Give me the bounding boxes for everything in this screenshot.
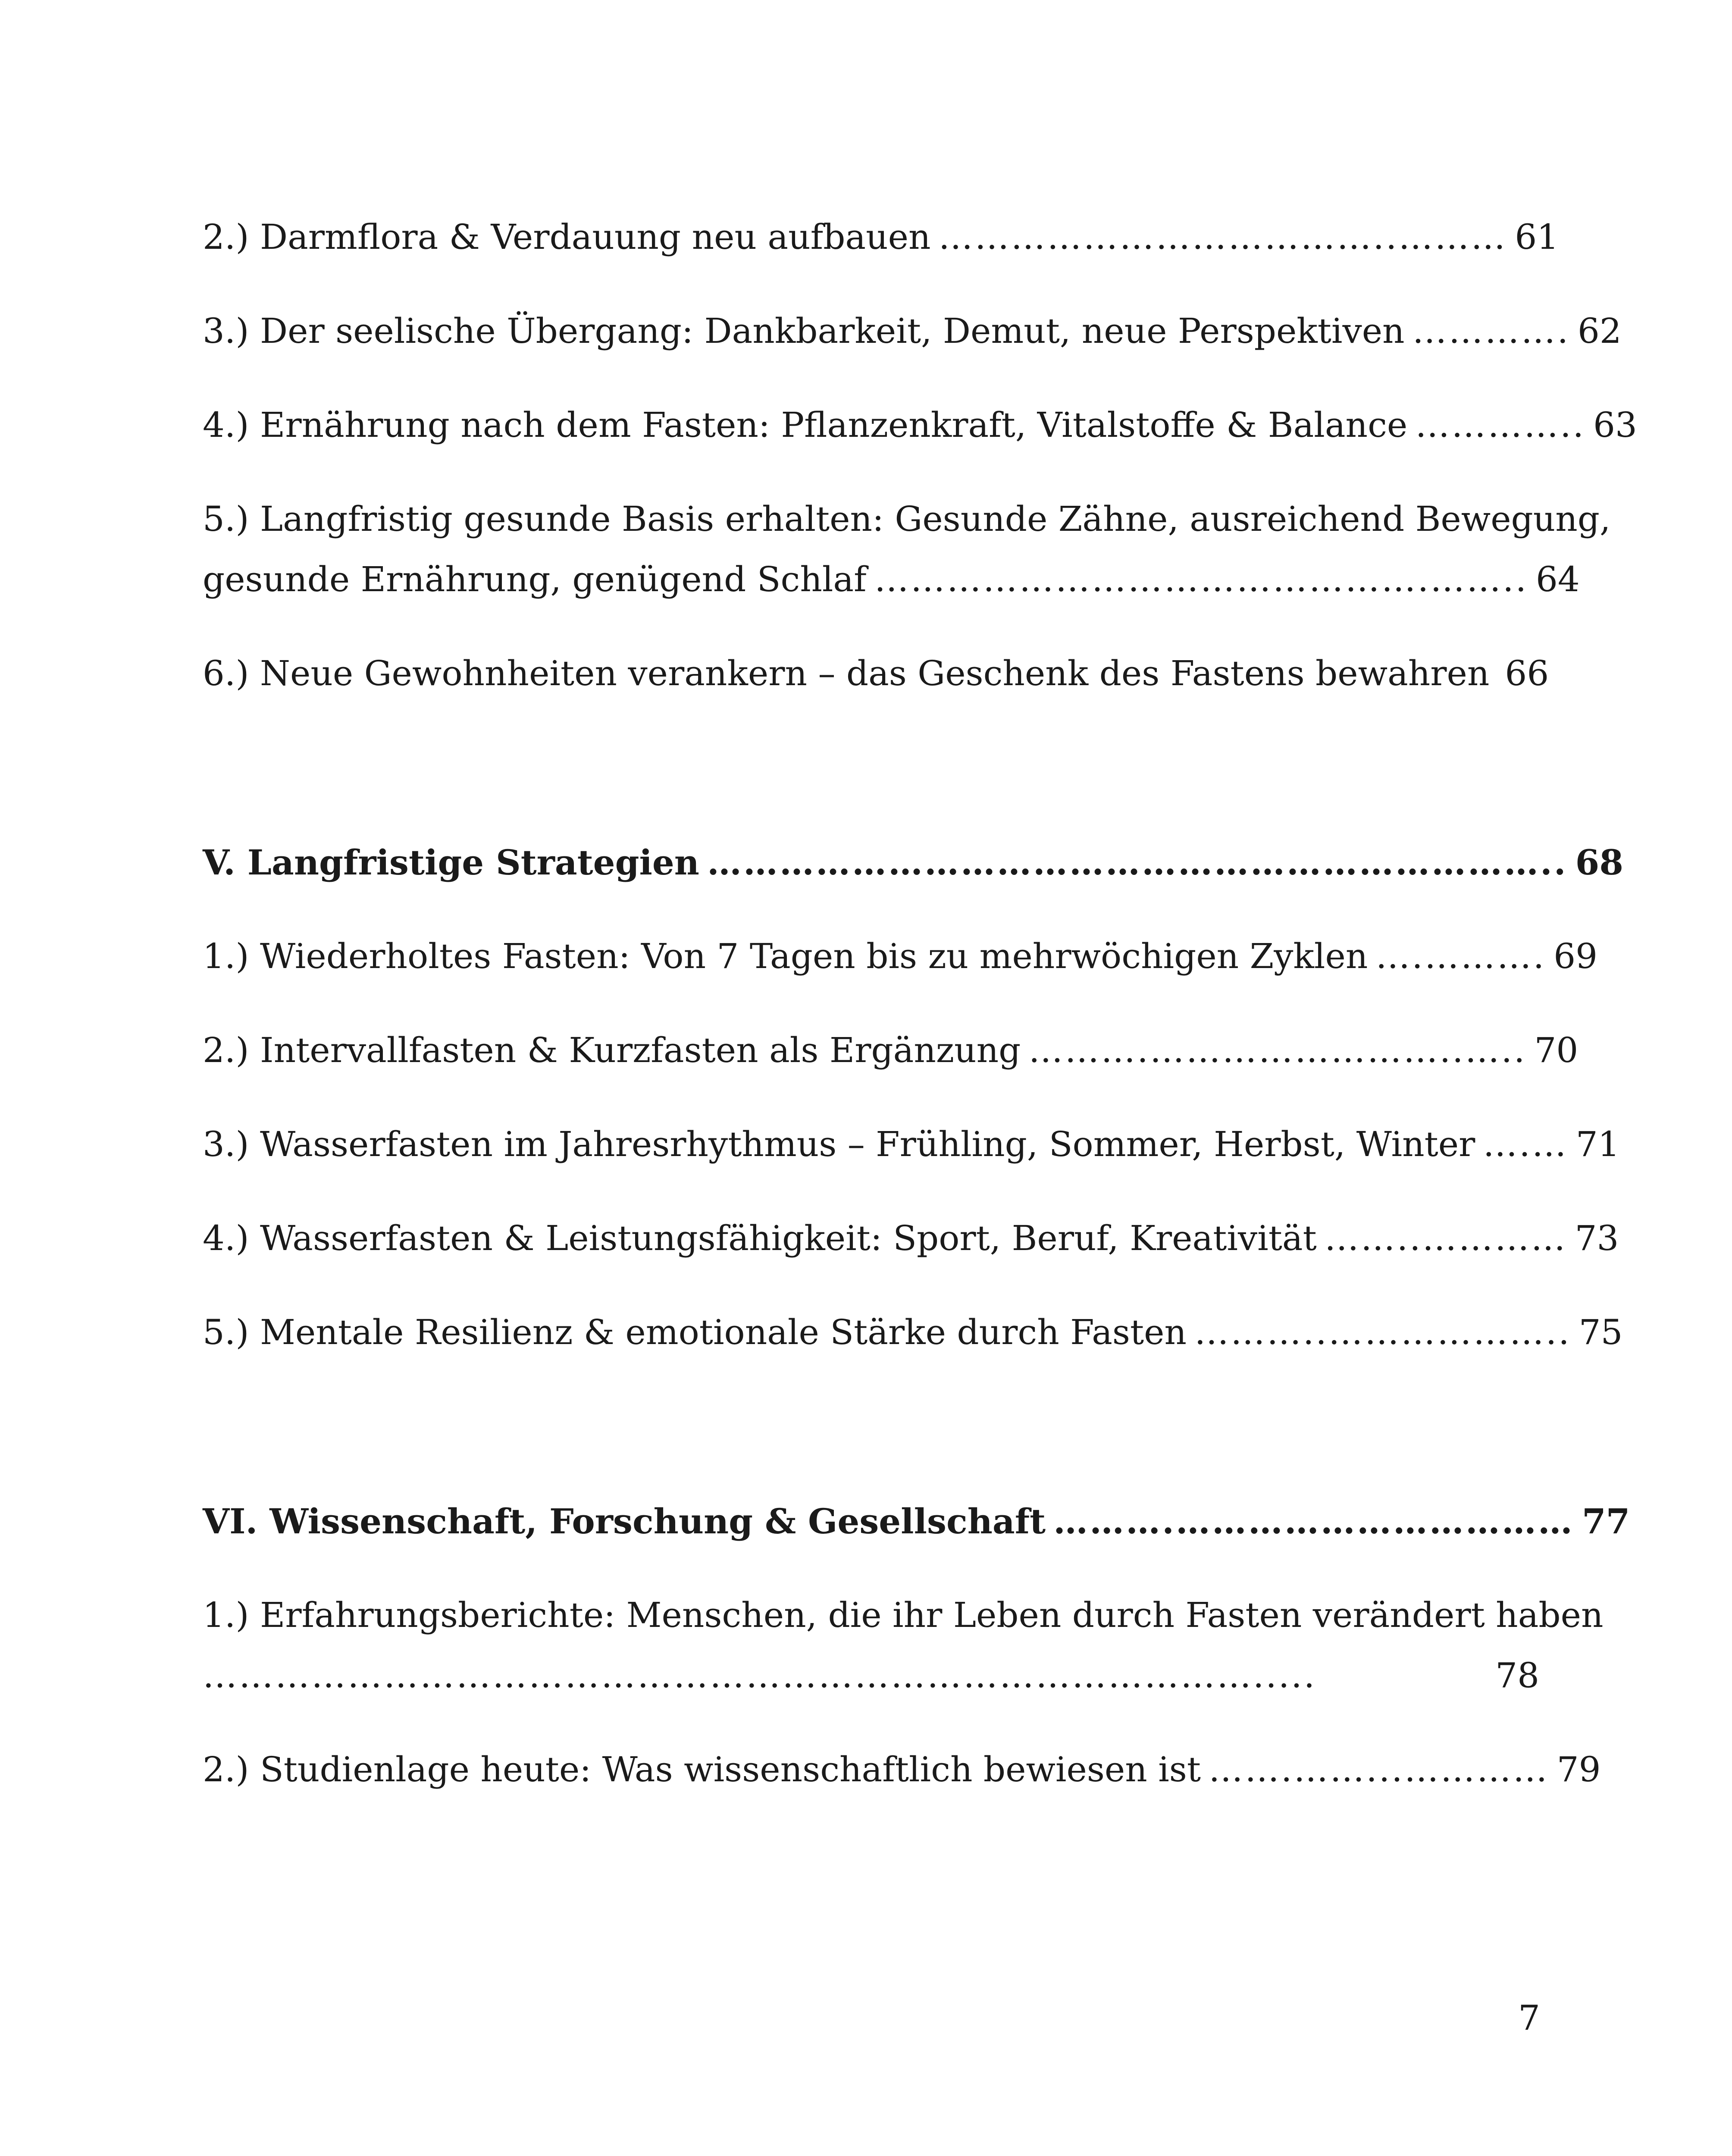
table-of-contents <box>203 207 1637 1833</box>
toc-entry-title: 2.) Darmflora & Verdauung neu aufbauen <box>203 217 931 257</box>
toc-page-number: 62 <box>1578 311 1622 351</box>
toc-entry-title: 2.) Intervallfasten & Kurzfasten als Ergänzung <box>203 1030 1021 1070</box>
toc-heading-title: VI. Wissenschaft, Forschung & Gesellschaft <box>203 1501 1046 1542</box>
toc-entry-title: 6.) Neue Gewohnheiten verankern – das Geschenk des Fastens bewahren <box>203 653 1490 693</box>
toc-page-number: 66 <box>1505 653 1549 693</box>
toc-page-number: 75 <box>1579 1312 1623 1352</box>
toc-page-number: 61 <box>1515 217 1559 257</box>
toc-leader: …………………………………………………………….. <box>707 842 1568 883</box>
toc-entry <box>203 301 1622 361</box>
toc-page-number: 78 <box>1495 1655 1539 1695</box>
toc-entry <box>203 1302 1623 1363</box>
toc-page-number: 73 <box>1575 1218 1619 1258</box>
toc-entry <box>203 1585 1604 1706</box>
toc-entry-title: 3.) Wasserfasten im Jahresrhythmus – Frühling, Sommer, Herbst, Winter <box>203 1124 1475 1164</box>
toc-page-number: 70 <box>1534 1030 1579 1070</box>
toc-leader: ………….. <box>1415 405 1586 445</box>
toc-entry <box>203 1114 1620 1175</box>
toc-entry <box>203 207 1559 267</box>
toc-entry-title: 2.) Studienlage heute: Was wissenschaftlich bewiesen ist <box>203 1749 1201 1789</box>
toc-entry <box>203 643 1549 704</box>
toc-section-heading <box>203 832 1623 893</box>
toc-leader: ……….…………………………… <box>1053 1501 1574 1542</box>
toc-entry <box>203 926 1597 987</box>
toc-page-number: 79 <box>1557 1749 1601 1789</box>
toc-leader: ……………………………………….…….. <box>874 559 1528 599</box>
toc-leader: ……….……………………..….. <box>1028 1030 1527 1070</box>
toc-page-number: 71 <box>1575 1124 1620 1164</box>
toc-entry-title-line1: 5.) Langfristig gesunde Basis erhalten: Gesunde Zähne, ausreichend Bewegung, <box>203 499 1611 539</box>
toc-page-number: 68 <box>1575 842 1623 883</box>
toc-entry-title: 4.) Ernährung nach dem Fasten: Pflanzenkraft, Vitalstoffe & Balance <box>203 405 1408 445</box>
toc-entry <box>203 1739 1601 1800</box>
section-gap <box>203 1396 1539 1491</box>
toc-entry <box>203 489 1611 610</box>
toc-section-heading <box>203 1491 1630 1551</box>
toc-leader: ……..………… <box>1324 1218 1567 1258</box>
toc-leader: ….… <box>1483 1124 1568 1164</box>
toc-leader: ……………………………………………………………………………..... <box>203 1655 1317 1695</box>
toc-heading-title: V. Langfristige Strategien <box>203 842 699 883</box>
toc-leader: ………..……………….. <box>1194 1312 1571 1352</box>
toc-leader: ….………. <box>1375 936 1546 976</box>
toc-entry-title: 3.) Der seelische Übergang: Dankbarkeit, Demut, neue Perspektiven <box>203 311 1405 351</box>
toc-entry-title: 5.) Mentale Resilienz & emotionale Stärke durch Fasten <box>203 1312 1187 1352</box>
toc-entry-title: 4.) Wasserfasten & Leistungsfähigkeit: Sport, Beruf, Kreativität <box>203 1218 1317 1258</box>
toc-entry-title: 1.) Wiederholtes Fasten: Von 7 Tagen bis zu mehrwöchigen Zyklen <box>203 936 1368 976</box>
section-gap <box>203 737 1539 832</box>
toc-page-number: 63 <box>1593 405 1637 445</box>
toc-entry <box>203 1020 1579 1081</box>
toc-leader: ………………………………..……… <box>938 217 1507 257</box>
toc-entry-title-line1: 1.) Erfahrungsberichte: Menschen, die ihr Leben durch Fasten verändert haben <box>203 1595 1604 1635</box>
toc-leader: …………. <box>1412 311 1570 351</box>
page-number: 7 <box>1518 1998 1540 2038</box>
toc-page-number: 77 <box>1582 1501 1630 1542</box>
toc-entry-title: gesunde Ernährung, genügend Schlaf <box>203 559 867 599</box>
toc-page-number: 64 <box>1536 559 1580 599</box>
toc-leader: …….……...………… <box>1209 1749 1549 1789</box>
toc-entry <box>203 1208 1619 1269</box>
toc-entry <box>203 395 1637 455</box>
toc-page-number: 69 <box>1553 936 1597 976</box>
